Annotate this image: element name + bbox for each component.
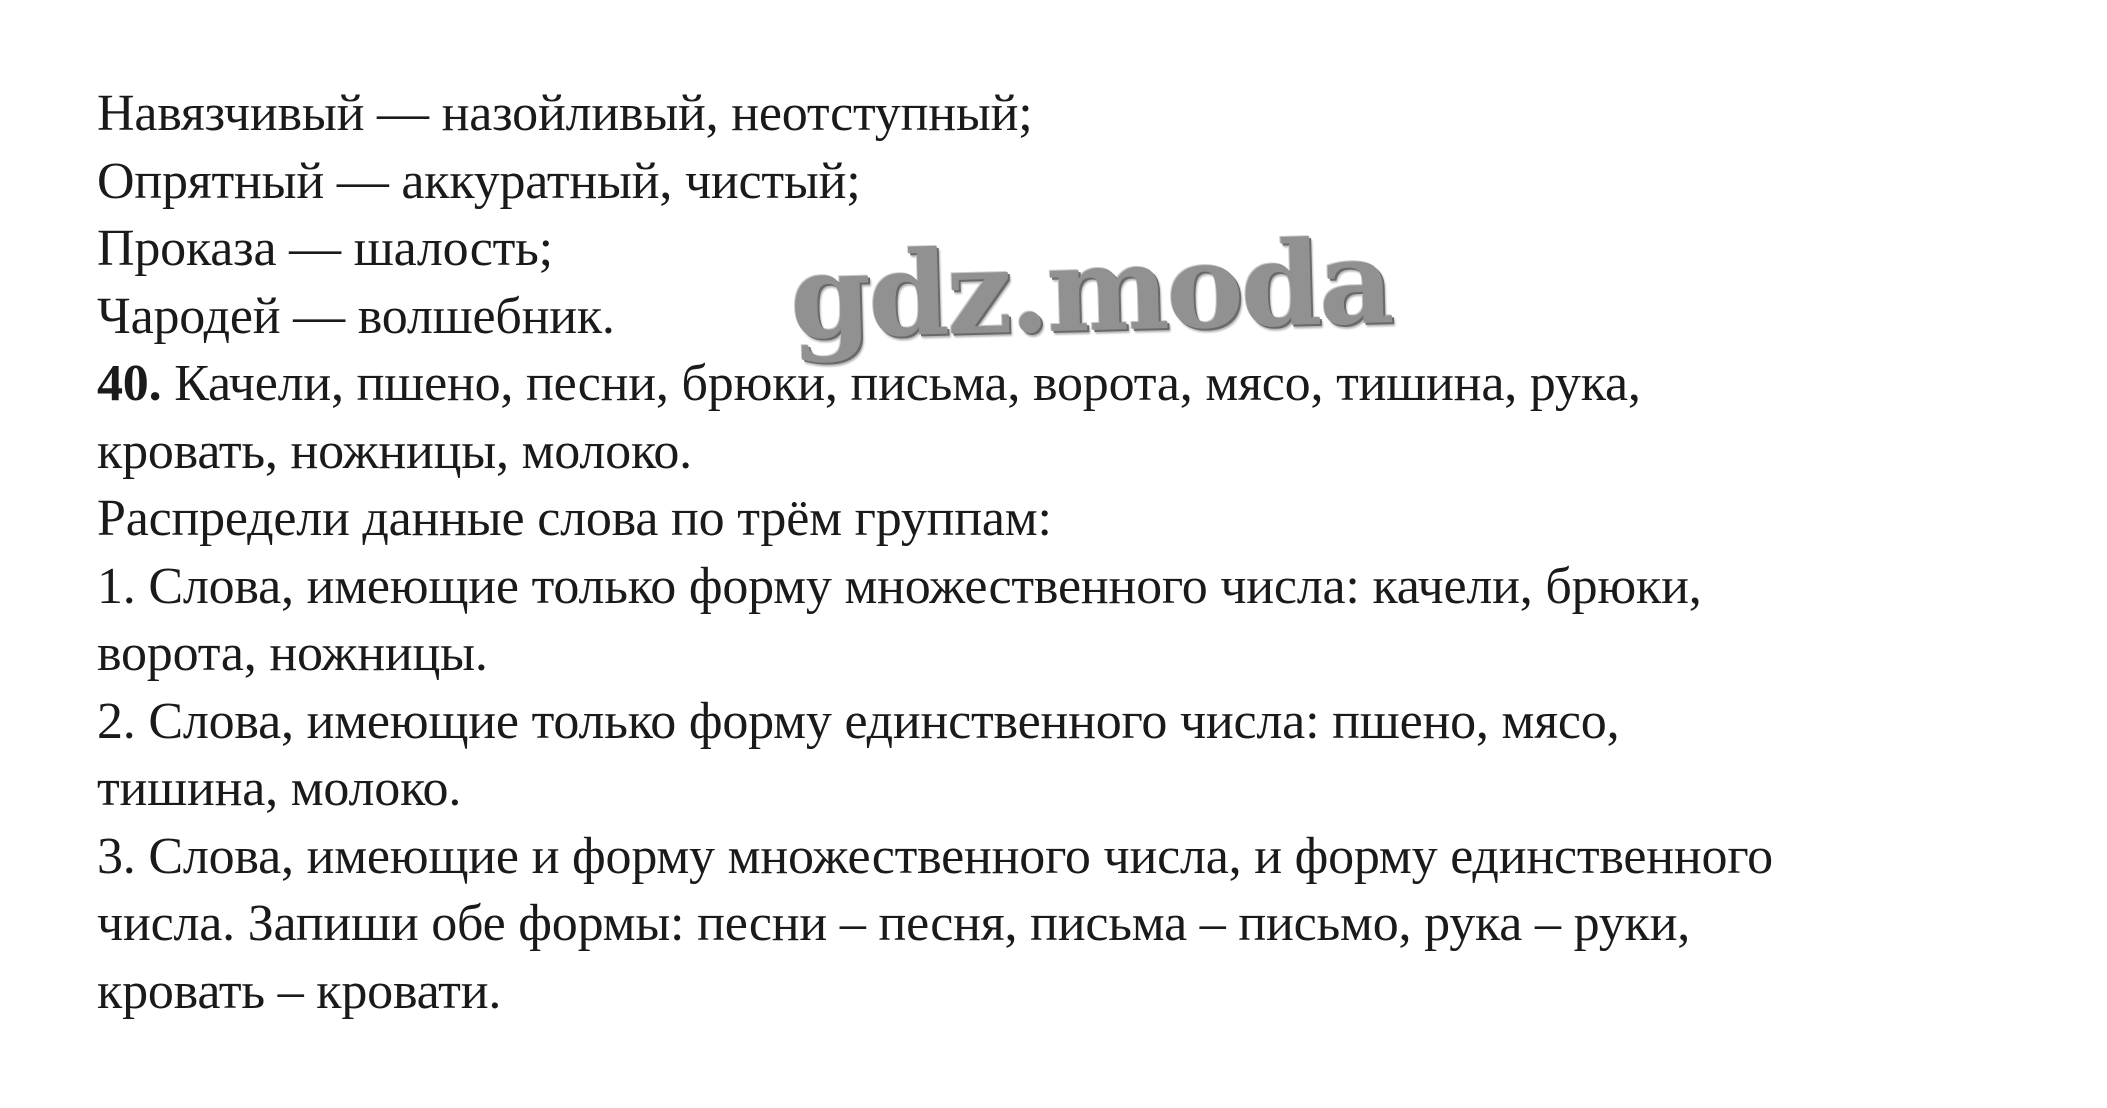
group-1-line: 1. Слова, имеющие только форму множественного числа: качели, брюки, xyxy=(97,557,1702,615)
exercise-words: Качели, пшено, песни, брюки, письма, ворота, мясо, тишина, рука, xyxy=(161,355,1641,412)
group-3-line: числа. Запиши обе формы: песни – песня, письма – письмо, рука – руки, xyxy=(97,895,1690,952)
exercise-task: Распредели данные слова по трём группам: xyxy=(97,490,1052,547)
group-3-line: кровать – кровати. xyxy=(97,962,502,1020)
group-2-line: 2. Слова, имеющие только форму единственного числа: пшено, мясо, xyxy=(97,692,1620,750)
synonym-line: Чародей — волшебник. xyxy=(97,287,615,345)
synonym-line: Опрятный — аккуратный, чистый; xyxy=(97,152,861,210)
exercise-number: 40. xyxy=(97,355,162,412)
group-2-line: тишина, молоко. xyxy=(97,760,462,817)
synonym-line: Навязчивый — назойливый, неотступный; xyxy=(97,85,1033,142)
watermark-logo: gdz.moda xyxy=(788,214,1393,366)
group-1-line: ворота, ножницы. xyxy=(97,625,488,682)
exercise-words-line xyxy=(97,350,2057,418)
exercise-words-continued: кровать, ножницы, молоко. xyxy=(97,422,692,480)
text-block xyxy=(97,80,2057,1025)
group-3-line: 3. Слова, имеющие и форму множественного числа, и форму единственного xyxy=(97,827,1773,885)
synonym-line: Проказа — шалость; xyxy=(97,220,553,277)
